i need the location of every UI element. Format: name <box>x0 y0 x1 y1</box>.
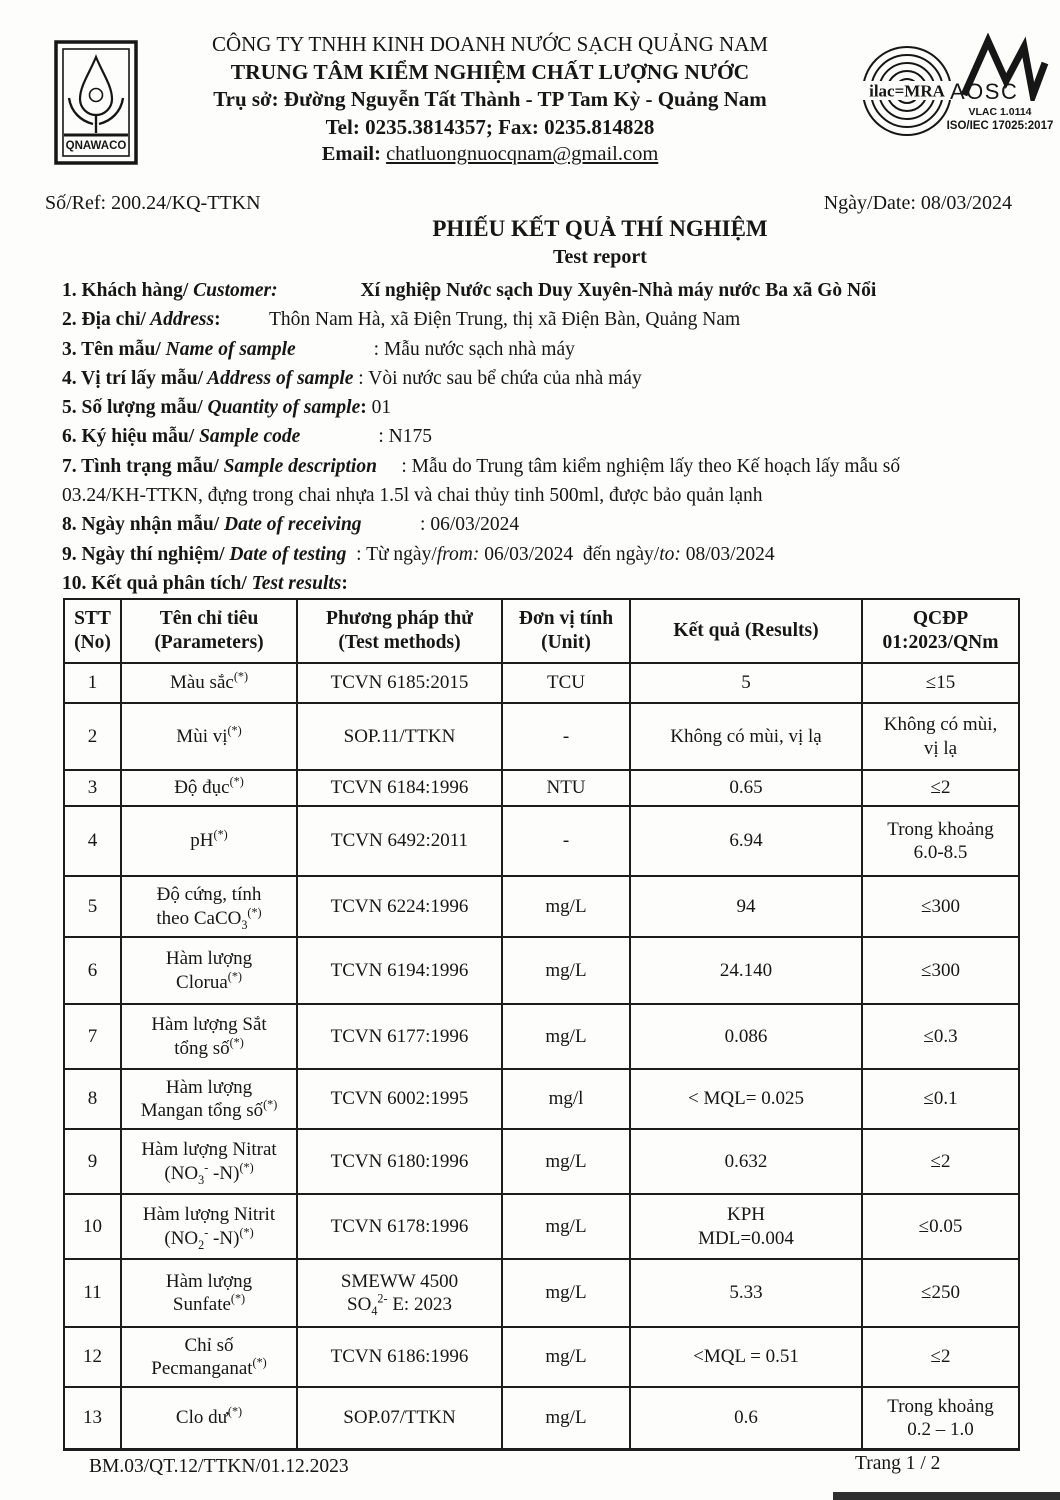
method-cell <box>297 876 502 937</box>
text-segment: 6.94 <box>729 830 763 852</box>
text-segment: 7 <box>87 1025 98 1047</box>
text-segment: pH <box>190 830 214 852</box>
email-label: Email: <box>321 143 381 165</box>
text-segment: 3 <box>241 917 248 932</box>
parameter-cell <box>121 876 297 937</box>
text-segment: TCVN 6184:1996 <box>330 777 469 799</box>
aosc-iso-code: ISO/IEC 17025:2017 <box>946 120 1054 132</box>
text-segment: 9. Ngày thí nghiệm/ <box>62 543 225 565</box>
text-segment: : Mẫu do Trung tâm kiểm nghiệm lấy theo Kế hoạch lấy mẫu số <box>401 455 901 477</box>
limit-cell <box>862 1194 1019 1259</box>
result-cell <box>630 1387 862 1449</box>
text-segment: 24.140 <box>719 959 773 981</box>
text-segment: : Mẫu nước sạch nhà máy <box>373 338 575 360</box>
report-field-line <box>62 481 1052 510</box>
result-cell <box>630 876 862 937</box>
text-segment: -N) <box>208 1162 240 1184</box>
text-segment: tổng số <box>174 1037 230 1059</box>
text-segment: Xí nghiệp Nước sạch Duy Xuyên-Nhà máy nước Ba xã Gò Nổi <box>360 280 877 301</box>
text-segment: 0.632 <box>724 1150 768 1172</box>
text-segment: 06/03/2024 đến ngày/ <box>479 543 660 565</box>
parameter-cell <box>121 937 297 1004</box>
result-cell <box>630 937 862 1004</box>
text-segment: Hàm lượng <box>165 1270 253 1292</box>
text-segment: : <box>360 397 367 419</box>
text-segment: KPH <box>726 1204 765 1226</box>
text-segment: 10 <box>83 1215 102 1237</box>
text-segment: 94 <box>736 895 756 917</box>
text-segment: (NO <box>164 1162 199 1184</box>
unit-cell <box>502 770 630 806</box>
text-segment: ≤0.05 <box>918 1215 963 1237</box>
text-segment: : 06/03/2024 <box>420 514 520 536</box>
text-segment: mg/L <box>545 959 587 981</box>
limit-cell <box>862 876 1019 937</box>
ilac-mra-logo-icon <box>860 44 954 138</box>
text-segment: 2. Địa chỉ/ <box>62 309 146 331</box>
parameter-cell <box>121 1004 297 1069</box>
method-cell <box>297 1327 502 1387</box>
text-segment: TCVN 6178:1996 <box>330 1215 469 1237</box>
report-field-line <box>62 540 1052 569</box>
text-segment: Hàm lượng <box>165 1076 253 1098</box>
text-segment <box>362 514 421 535</box>
text-segment: - <box>562 830 570 852</box>
superscript-note: - <box>204 1225 209 1240</box>
limit-cell <box>862 663 1019 703</box>
text-segment: 5.33 <box>729 1282 763 1304</box>
text-segment <box>300 426 378 447</box>
text-segment: to: <box>659 543 681 565</box>
text-segment: 3 <box>87 777 98 799</box>
aosc-logo-icon <box>948 33 1052 101</box>
result-row <box>64 1194 1019 1259</box>
text-segment: ≤250 <box>921 1282 960 1304</box>
text-segment: 0.65 <box>729 777 763 799</box>
result-row <box>64 876 1019 937</box>
row-number-cell <box>64 1069 121 1129</box>
limit-cell <box>862 703 1019 770</box>
scan-artifact-bar <box>833 1492 1060 1500</box>
text-segment: Test results <box>246 572 342 594</box>
superscript-note: (*) <box>239 1225 254 1240</box>
parameter-cell <box>121 703 297 770</box>
text-segment: 0.6 <box>734 1407 758 1429</box>
text-segment: TCVN 6492:2011 <box>330 830 469 852</box>
report-subtitle: Test report <box>553 246 647 268</box>
column-header: STT (No) <box>64 599 121 663</box>
text-segment: Không có mùi, vị lạ <box>670 725 822 747</box>
text-segment: mg/L <box>545 895 587 917</box>
result-row <box>64 663 1019 703</box>
text-segment: Name of sample <box>160 338 296 360</box>
text-segment: TCVN 6180:1996 <box>330 1150 469 1172</box>
text-segment: 6. Ký hiệu mẫu/ <box>62 426 195 448</box>
text-segment: Sample code <box>194 426 301 448</box>
text-segment: Clo dư <box>175 1407 228 1429</box>
text-segment: Clorua <box>176 971 228 993</box>
result-row <box>64 1129 1019 1194</box>
text-segment: 10. Kết quả phân tích/ <box>62 572 247 594</box>
superscript-note: (*) <box>227 723 242 738</box>
text-segment: <MQL = 0.51 <box>693 1346 799 1368</box>
superscript-note: (*) <box>233 670 249 685</box>
text-segment: TCVN 6194:1996 <box>330 959 469 981</box>
result-row <box>64 1004 1019 1069</box>
method-cell <box>297 1259 502 1327</box>
method-cell <box>297 806 502 876</box>
superscript-note: (*) <box>263 1097 278 1112</box>
column-header: Phương pháp thử (Test methods) <box>297 599 502 663</box>
text-segment: ≤300 <box>921 959 960 981</box>
text-segment: 13 <box>83 1407 102 1429</box>
row-number-cell <box>64 1194 121 1259</box>
method-cell <box>297 1004 502 1069</box>
unit-cell <box>502 1327 630 1387</box>
text-segment: 4 <box>87 830 98 852</box>
text-segment: TCU <box>547 672 585 694</box>
text-segment: 2 <box>87 725 98 747</box>
text-segment: mg/L <box>545 1282 587 1304</box>
text-segment: 5. Số lượng mẫu/ <box>62 397 203 419</box>
limit-cell <box>862 1004 1019 1069</box>
result-cell <box>630 1004 862 1069</box>
text-segment: 1 <box>87 672 98 694</box>
text-segment: ≤2 <box>930 777 951 799</box>
text-segment: Customer: <box>188 280 278 301</box>
text-segment: 0.2 – 1.0 <box>907 1418 974 1440</box>
column-header: Tên chỉ tiêu (Parameters) <box>121 599 297 663</box>
text-segment: Độ đục <box>174 777 230 799</box>
superscript-note: 2- <box>377 1291 388 1306</box>
report-field-line <box>62 335 1052 364</box>
unit-cell <box>502 1259 630 1327</box>
text-segment: Mangan tổng số <box>140 1100 264 1121</box>
row-number-cell <box>64 1129 121 1194</box>
text-segment: TCVN 6002:1995 <box>330 1088 469 1110</box>
text-segment: vị lạ <box>923 737 958 759</box>
row-number-cell <box>64 1259 121 1327</box>
result-row <box>64 806 1019 876</box>
superscript-note: (*) <box>230 1291 246 1306</box>
report-field-line <box>62 510 1052 539</box>
superscript-note: (*) <box>227 969 242 984</box>
superscript-note: (*) <box>247 905 262 920</box>
parameter-cell <box>121 1194 297 1259</box>
parameter-cell <box>121 1327 297 1387</box>
report-fields <box>62 276 1052 598</box>
text-segment: Quantity of sample <box>202 397 361 419</box>
result-cell <box>630 703 862 770</box>
text-segment: < MQL= 0.025 <box>688 1088 804 1110</box>
result-cell <box>630 1259 862 1327</box>
superscript-note: (*) <box>227 1404 243 1419</box>
parameter-cell <box>121 1129 297 1194</box>
text-segment: SOP.11/TTKN <box>343 725 456 747</box>
text-segment: : N175 <box>378 426 432 448</box>
report-field-line <box>62 276 1052 305</box>
text-segment: 12 <box>83 1346 102 1368</box>
text-segment: 3 <box>198 1172 205 1187</box>
results-table-header-row <box>64 599 1019 663</box>
text-segment: Sample description <box>218 455 377 477</box>
row-number-cell <box>64 770 121 806</box>
method-cell <box>297 1069 502 1129</box>
text-segment: Address <box>145 309 215 331</box>
text-segment: Chỉ số <box>184 1334 234 1356</box>
text-segment: SMEWW 4500 <box>340 1270 459 1292</box>
text-segment: Trong khoảng <box>887 1395 994 1417</box>
water-drop-logo-icon <box>54 40 138 165</box>
row-number-cell <box>64 1327 121 1387</box>
row-number-cell <box>64 1004 121 1069</box>
text-segment: Date of receiving <box>219 514 362 536</box>
limit-cell <box>862 1387 1019 1449</box>
text-segment: -N) <box>208 1227 240 1249</box>
results-table-body <box>64 663 1019 1449</box>
text-segment: mg/L <box>545 1025 587 1047</box>
text-segment: Hàm lượng Nitrit <box>142 1204 276 1226</box>
limit-cell <box>862 806 1019 876</box>
text-segment: ≤300 <box>921 895 960 917</box>
method-cell <box>297 1387 502 1449</box>
result-row <box>64 703 1019 770</box>
result-cell <box>630 1327 862 1387</box>
parameter-cell <box>121 663 297 703</box>
center-name: TRUNG TÂM KIỂM NGHIỆM CHẤT LƯỢNG NƯỚC <box>230 59 750 84</box>
office-address: Trụ sở: Đường Nguyễn Tất Thành - TP Tam Kỳ - Quảng Nam <box>213 87 767 111</box>
report-field-line <box>62 393 1052 422</box>
result-row <box>64 1327 1019 1387</box>
page-number: Trang 1 / 2 <box>855 1453 941 1474</box>
method-cell <box>297 703 502 770</box>
parameter-cell <box>121 770 297 806</box>
text-segment: ≤15 <box>925 672 956 694</box>
text-segment: Độ cứng, tính <box>156 884 262 906</box>
text-segment: Mùi vị <box>176 725 228 747</box>
result-cell <box>630 1069 862 1129</box>
text-segment: 2 <box>198 1237 205 1252</box>
text-segment: mg/l <box>548 1088 584 1110</box>
result-row <box>64 937 1019 1004</box>
result-row <box>64 1069 1019 1129</box>
text-segment: : Từ ngày/ <box>346 543 437 565</box>
text-segment: : <box>214 309 221 331</box>
text-segment <box>278 280 361 301</box>
superscript-note: (*) <box>229 775 244 790</box>
text-segment: E: 2023 <box>387 1294 452 1315</box>
text-segment: Hàm lượng Sắt <box>151 1014 267 1036</box>
ilac-mra-logo-text: ilac=MRA <box>869 81 945 101</box>
text-segment: NTU <box>546 777 586 799</box>
row-number-cell <box>64 806 121 876</box>
row-number-cell <box>64 703 121 770</box>
text-segment: Màu sắc <box>169 672 234 694</box>
ilac-mra-logo <box>860 44 954 138</box>
text-segment: Thôn Nam Hà, xã Điện Trung, thị xã Điện Bàn, Quảng Nam <box>268 309 741 331</box>
unit-cell <box>502 703 630 770</box>
result-cell <box>630 806 862 876</box>
text-segment: ≤0.3 <box>923 1025 958 1047</box>
superscript-note: (*) <box>213 828 228 843</box>
tel-fax-line: Tel: 0235.3814357; Fax: 0235.814828 <box>325 114 655 139</box>
row-number-cell <box>64 1387 121 1449</box>
form-code: BM.03/QT.12/TTKN/01.12.2023 <box>89 1456 349 1477</box>
unit-cell <box>502 1069 630 1129</box>
text-segment: 0.086 <box>724 1025 768 1047</box>
superscript-note: (*) <box>252 1355 267 1370</box>
aosc-logo <box>946 33 1054 133</box>
text-segment <box>377 456 401 477</box>
report-field-line <box>62 364 1052 393</box>
text-segment: (NO <box>164 1227 199 1249</box>
result-cell <box>630 770 862 806</box>
result-row <box>64 1259 1019 1327</box>
letterhead <box>140 31 840 169</box>
report-field-line <box>62 305 1052 334</box>
text-segment: Trong khoảng <box>887 818 994 840</box>
company-name: CÔNG TY TNHH KINH DOANH NƯỚC SẠCH QUẢNG NAM <box>211 32 769 56</box>
text-segment: 01 <box>366 397 392 419</box>
unit-cell <box>502 1004 630 1069</box>
superscript-note: (*) <box>239 1160 254 1175</box>
result-row <box>64 1387 1019 1449</box>
result-cell <box>630 1194 862 1259</box>
limit-cell <box>862 770 1019 806</box>
text-segment: TCVN 6186:1996 <box>330 1346 469 1368</box>
method-cell <box>297 1194 502 1259</box>
row-number-cell <box>64 876 121 937</box>
ref-date-line <box>45 192 1012 215</box>
text-segment: Address of sample <box>203 367 354 389</box>
unit-cell <box>502 663 630 703</box>
results-table <box>63 598 1020 1451</box>
method-cell <box>297 663 502 703</box>
text-segment: 4 <box>371 1303 378 1318</box>
text-segment: mg/L <box>545 1215 587 1237</box>
report-date: Ngày/Date: 08/03/2024 <box>823 192 1012 214</box>
text-segment: mg/L <box>545 1150 587 1172</box>
unit-cell <box>502 1387 630 1449</box>
text-segment: Hàm lượng Nitrat <box>141 1139 277 1161</box>
text-segment: mg/L <box>545 1407 587 1429</box>
text-segment: Pecmanganat <box>151 1358 253 1379</box>
parameter-cell <box>121 1069 297 1129</box>
superscript-note: (*) <box>229 1035 244 1050</box>
text-segment: : Vòi nước sau bể chứa của nhà máy <box>353 367 642 389</box>
unit-cell <box>502 876 630 937</box>
method-cell <box>297 937 502 1004</box>
text-segment: 9 <box>87 1150 98 1172</box>
limit-cell <box>862 1069 1019 1129</box>
text-segment: 6.0-8.5 <box>913 842 968 863</box>
limit-cell <box>862 937 1019 1004</box>
text-segment: 7. Tình trạng mẫu/ <box>62 455 219 477</box>
ref-number: Số/Ref: 200.24/KQ-TTKN <box>45 192 261 214</box>
text-segment: 8 <box>87 1088 98 1110</box>
text-segment: : <box>341 572 348 594</box>
text-segment: 1. Khách hàng/ <box>62 280 189 301</box>
text-segment: theo CaCO <box>156 907 242 929</box>
row-number-cell <box>64 937 121 1004</box>
text-segment <box>296 339 374 360</box>
text-segment: MDL=0.004 <box>698 1227 794 1249</box>
qnawaco-logo <box>54 40 138 165</box>
aosc-vlac-code: VLAC 1.0114 <box>968 106 1032 118</box>
aosc-logo-text: AOSC <box>950 79 1019 101</box>
superscript-note: - <box>204 1160 209 1175</box>
text-segment: TCVN 6177:1996 <box>330 1025 469 1047</box>
text-segment: 6 <box>87 959 98 981</box>
text-segment: 08/03/2024 <box>680 543 775 565</box>
text-segment: Hàm lượng <box>165 948 253 970</box>
limit-cell <box>862 1129 1019 1194</box>
column-header: QCĐP 01:2023/QNm <box>862 599 1019 663</box>
email-address: chatluongnuocqnam@gmail.com <box>386 143 659 165</box>
limit-cell <box>862 1327 1019 1387</box>
email-line <box>140 141 840 169</box>
text-segment: - <box>562 725 570 747</box>
qnawaco-logo-text: QNAWACO <box>65 140 127 152</box>
text-segment: ≤2 <box>930 1150 951 1172</box>
method-cell <box>297 1129 502 1194</box>
text-segment: from: <box>436 543 480 565</box>
text-segment: TCVN 6224:1996 <box>330 895 469 917</box>
parameter-cell <box>121 1259 297 1327</box>
unit-cell <box>502 937 630 1004</box>
parameter-cell <box>121 806 297 876</box>
result-cell <box>630 1129 862 1194</box>
text-segment: ≤2 <box>930 1346 951 1368</box>
text-segment: Sunfate <box>172 1294 231 1315</box>
text-segment: mg/L <box>545 1346 587 1368</box>
text-segment: ≤0.1 <box>923 1088 958 1110</box>
text-segment: SOP.07/TTKN <box>343 1407 456 1429</box>
report-field-line <box>62 569 1052 598</box>
result-cell <box>630 663 862 703</box>
text-segment: SO <box>347 1294 372 1315</box>
limit-cell <box>862 1259 1019 1327</box>
text-segment: 8. Ngày nhận mẫu/ <box>62 514 220 536</box>
method-cell <box>297 770 502 806</box>
report-title: PHIẾU KẾT QUẢ THÍ NGHIỆM <box>432 216 768 241</box>
unit-cell <box>502 806 630 876</box>
column-header: Đơn vị tính (Unit) <box>502 599 630 663</box>
text-segment <box>221 309 269 330</box>
text-segment: Date of testing <box>224 543 347 565</box>
text-segment: 3. Tên mẫu/ <box>62 338 161 360</box>
row-number-cell <box>64 663 121 703</box>
unit-cell <box>502 1129 630 1194</box>
unit-cell <box>502 1194 630 1259</box>
parameter-cell <box>121 1387 297 1449</box>
column-header: Kết quả (Results) <box>630 599 862 663</box>
text-segment: Không có mùi, <box>883 714 998 736</box>
report-field-line <box>62 422 1052 451</box>
text-segment: 03.24/KH-TTKN, đựng trong chai nhựa 1.5l và chai thủy tinh 500ml, được bảo quản lạnh <box>62 485 763 507</box>
text-segment: TCVN 6185:2015 <box>330 672 469 694</box>
text-segment: 4. Vị trí lấy mẫu/ <box>62 367 204 389</box>
text-segment: 5 <box>741 672 751 694</box>
text-segment: 5 <box>87 895 98 917</box>
report-field-line <box>62 452 1052 481</box>
text-segment: 11 <box>83 1282 102 1304</box>
result-row <box>64 770 1019 806</box>
